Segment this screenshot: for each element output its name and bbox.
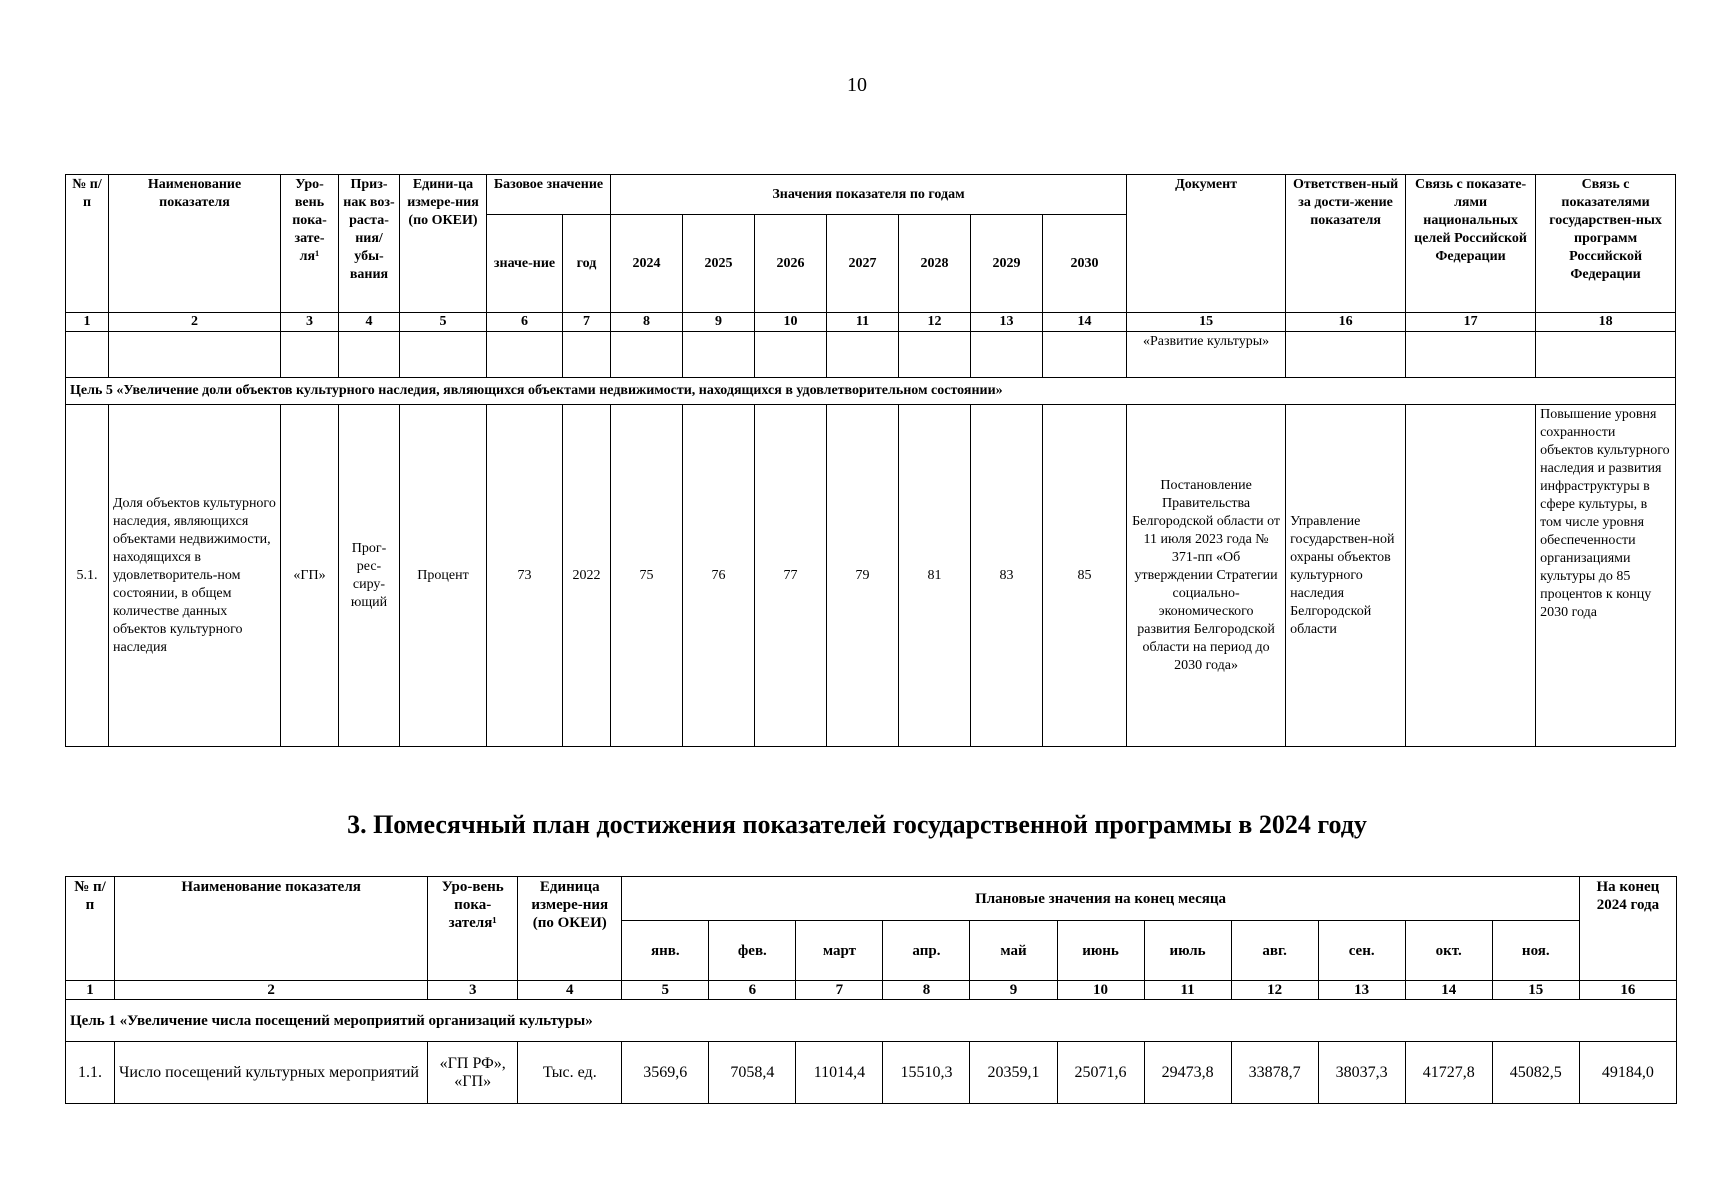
header-base: Базовое значение (487, 175, 611, 215)
row-year-end: 49184,0 (1579, 1042, 1676, 1104)
row-value: 79 (827, 405, 899, 747)
goal-title: Цель 1 «Увеличение числа посещений мероприятий организаций культуры» (66, 1000, 1677, 1042)
row-value: 11014,4 (796, 1042, 883, 1104)
row-unit: Тыс. ед. (518, 1042, 622, 1104)
col-number: 14 (1043, 313, 1127, 332)
header-years-group: Значения показателя по годам (611, 175, 1127, 215)
header-year: 2028 (899, 215, 971, 313)
header-month: янв. (622, 921, 709, 981)
header-year: 2029 (971, 215, 1043, 313)
row-num: 1.1. (66, 1042, 115, 1104)
header-num: № п/п (66, 175, 109, 313)
col-number: 3 (281, 313, 339, 332)
header-responsible: Ответствен-ный за дости-жение показателя (1286, 175, 1406, 313)
header-name: Наименование показателя (109, 175, 281, 313)
indicators-table (65, 174, 1676, 747)
header-unit: Единица измере-ния (по ОКЕИ) (518, 877, 622, 981)
header-month: сен. (1318, 921, 1405, 981)
row-value: 75 (611, 405, 683, 747)
row-value: 41727,8 (1405, 1042, 1492, 1104)
header-level: Уро-вень пока-зателя¹ (428, 877, 518, 981)
header-month: апр. (883, 921, 970, 981)
col-number: 18 (1536, 313, 1676, 332)
row-sign: Прог-рес-сиру-ющий (339, 405, 400, 747)
col-number: 4 (518, 981, 622, 1000)
col-number: 16 (1286, 313, 1406, 332)
header-month: ноя. (1492, 921, 1579, 981)
header-year-end: На конец 2024 года (1579, 877, 1676, 981)
col-number: 6 (487, 313, 563, 332)
col-number: 1 (66, 981, 115, 1000)
page-number: 10 (847, 74, 867, 96)
row-base-year: 2022 (563, 405, 611, 747)
monthly-plan-table (65, 876, 1677, 1104)
row-link-state: Повышение уровня сохранности объектов культурного наследия и развития инфраструктуры в сфере культуры, в том числе уровня обеспеченности организациями культуры до 85 процентов к концу 2030 года (1536, 405, 1676, 747)
continued-document: «Развитие культуры» (1127, 332, 1286, 378)
col-number: 17 (1406, 313, 1536, 332)
col-number: 5 (622, 981, 709, 1000)
header-plan-group: Плановые значения на конец месяца (622, 877, 1580, 921)
row-value: 76 (683, 405, 755, 747)
row-name: Число посещений культурных мероприятий (115, 1042, 428, 1104)
row-value: 20359,1 (970, 1042, 1057, 1104)
col-number: 1 (66, 313, 109, 332)
row-value: 85 (1043, 405, 1127, 747)
header-num: № п/п (66, 877, 115, 981)
header-base-value: значе-ние (487, 215, 563, 313)
row-value: 7058,4 (709, 1042, 796, 1104)
header-year: 2026 (755, 215, 827, 313)
col-number: 15 (1492, 981, 1579, 1000)
row-link-national (1406, 405, 1536, 747)
header-year: 2027 (827, 215, 899, 313)
column-numbers-row (66, 981, 1677, 1000)
header-month: окт. (1405, 921, 1492, 981)
row-value: 81 (899, 405, 971, 747)
header-year: 2030 (1043, 215, 1127, 313)
row-value: 83 (971, 405, 1043, 747)
col-number: 7 (563, 313, 611, 332)
row-unit: Процент (400, 405, 487, 747)
row-value: 15510,3 (883, 1042, 970, 1104)
col-number: 11 (827, 313, 899, 332)
header-month: март (796, 921, 883, 981)
row-value: 25071,6 (1057, 1042, 1144, 1104)
col-number: 9 (683, 313, 755, 332)
col-number: 3 (428, 981, 518, 1000)
continuation-row (66, 332, 1676, 378)
header-month: июль (1144, 921, 1231, 981)
row-value: 29473,8 (1144, 1042, 1231, 1104)
col-number: 10 (1057, 981, 1144, 1000)
row-value: 45082,5 (1492, 1042, 1579, 1104)
col-number: 5 (400, 313, 487, 332)
table-row (66, 405, 1676, 747)
header-document: Документ (1127, 175, 1286, 313)
row-value: 77 (755, 405, 827, 747)
header-month: июнь (1057, 921, 1144, 981)
row-level: «ГП» (281, 405, 339, 747)
col-number: 13 (971, 313, 1043, 332)
col-number: 6 (709, 981, 796, 1000)
col-number: 2 (115, 981, 428, 1000)
header-base-year: год (563, 215, 611, 313)
goal-row (66, 378, 1676, 405)
col-number: 10 (755, 313, 827, 332)
col-number: 15 (1127, 313, 1286, 332)
header-month: май (970, 921, 1057, 981)
col-number: 13 (1318, 981, 1405, 1000)
row-document: Постановление Правительства Белгородской области от 11 июля 2023 года № 371-пп «Об утверждении Стратегии социально-экономического развития Белгородской области на период до 2030 года» (1127, 405, 1286, 747)
col-number: 4 (339, 313, 400, 332)
col-number: 8 (883, 981, 970, 1000)
header-link-state: Связь с показателями государствен-ных программ Российской Федерации (1536, 175, 1676, 313)
row-level: «ГП РФ», «ГП» (428, 1042, 518, 1104)
row-value: 33878,7 (1231, 1042, 1318, 1104)
row-value: 38037,3 (1318, 1042, 1405, 1104)
row-num: 5.1. (66, 405, 109, 747)
row-name: Доля объектов культурного наследия, являющихся объектами недвижимости, находящихся в удовлетворитель-ном состоянии, в общем количестве данных объектов культурного наследия (109, 405, 281, 747)
header-year: 2025 (683, 215, 755, 313)
header-level: Уро-вень пока-зате-ля¹ (281, 175, 339, 313)
col-number: 8 (611, 313, 683, 332)
header-sign: Приз-нак воз-раста-ния/ убы-вания (339, 175, 400, 313)
col-number: 7 (796, 981, 883, 1000)
row-responsible: Управление государствен-ной охраны объектов культурного наследия Белгородской области (1286, 405, 1406, 747)
row-value: 3569,6 (622, 1042, 709, 1104)
section-title: 3. Помесячный план достижения показателей государственной программы в 2024 году (347, 810, 1367, 839)
goal-row (66, 1000, 1677, 1042)
row-base-value: 73 (487, 405, 563, 747)
header-unit: Едини-ца измере-ния (по ОКЕИ) (400, 175, 487, 313)
col-number: 9 (970, 981, 1057, 1000)
col-number: 12 (899, 313, 971, 332)
header-year: 2024 (611, 215, 683, 313)
col-number: 14 (1405, 981, 1492, 1000)
col-number: 12 (1231, 981, 1318, 1000)
header-name: Наименование показателя (115, 877, 428, 981)
col-number: 11 (1144, 981, 1231, 1000)
col-number: 16 (1579, 981, 1676, 1000)
col-number: 2 (109, 313, 281, 332)
table-row (66, 1042, 1677, 1104)
header-month: авг. (1231, 921, 1318, 981)
header-month: фев. (709, 921, 796, 981)
column-numbers-row (66, 313, 1676, 332)
goal-title: Цель 5 «Увеличение доли объектов культурного наследия, являющихся объектами недвижимости, находящихся в удовлетворительном состоянии» (66, 378, 1676, 405)
header-link-national: Связь с показате-лями национальных целей Российской Федерации (1406, 175, 1536, 313)
